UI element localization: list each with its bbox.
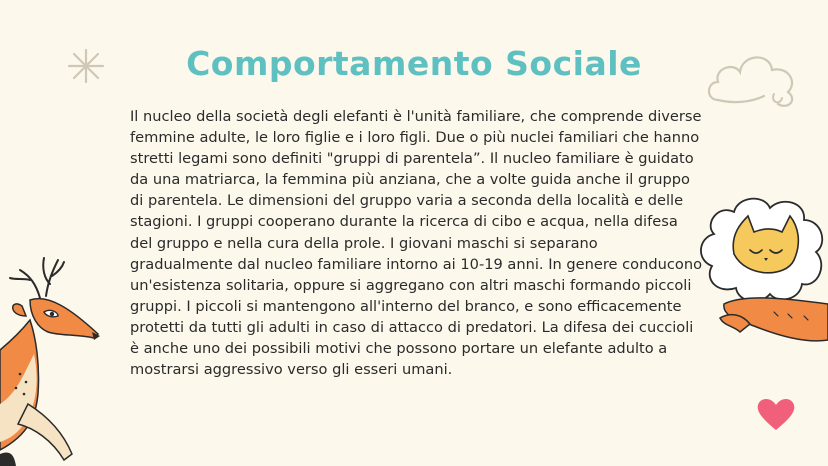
deer-illustration xyxy=(0,254,104,466)
body-paragraph: Il nucleo della società degli elefanti è l'unità familiare, che comprende diverse femmine adulte, le loro figlie e i loro figli. Due o più nuclei familiari che hanno stretti legami sono definiti "gruppi di parentela”. Il nucleo familiare è guidato da una matriarca, la femmina più anziana, che a volte guida anche il gruppo di parentela. Le dimensioni del gruppo varia a seconda della località e delle stagioni. I gruppi cooperano durante la ricerca di cibo e acqua, nella difesa del gruppo e nella cura della prole. I giovani maschi si separano gradualmente dal nucleo familiare intorno ai 10-19 anni. In genere conducono un'esistenza solitaria, oppure si aggregano con altri maschi formando piccoli gruppi. I piccoli si mantengono all'interno del branco, e sono efficacemente protetti da tutti gli adulti in caso di attacco di predatori. La difesa dei cuccioli è anche uno dei possibili motivi che possono portare un elefante adulto a mostrarsi aggressivo verso gli esseri umani. xyxy=(130,108,702,379)
sleeping-cat-illustration xyxy=(694,194,828,344)
heart-icon xyxy=(756,396,796,432)
slide-title: Comportamento Sociale xyxy=(186,44,642,83)
